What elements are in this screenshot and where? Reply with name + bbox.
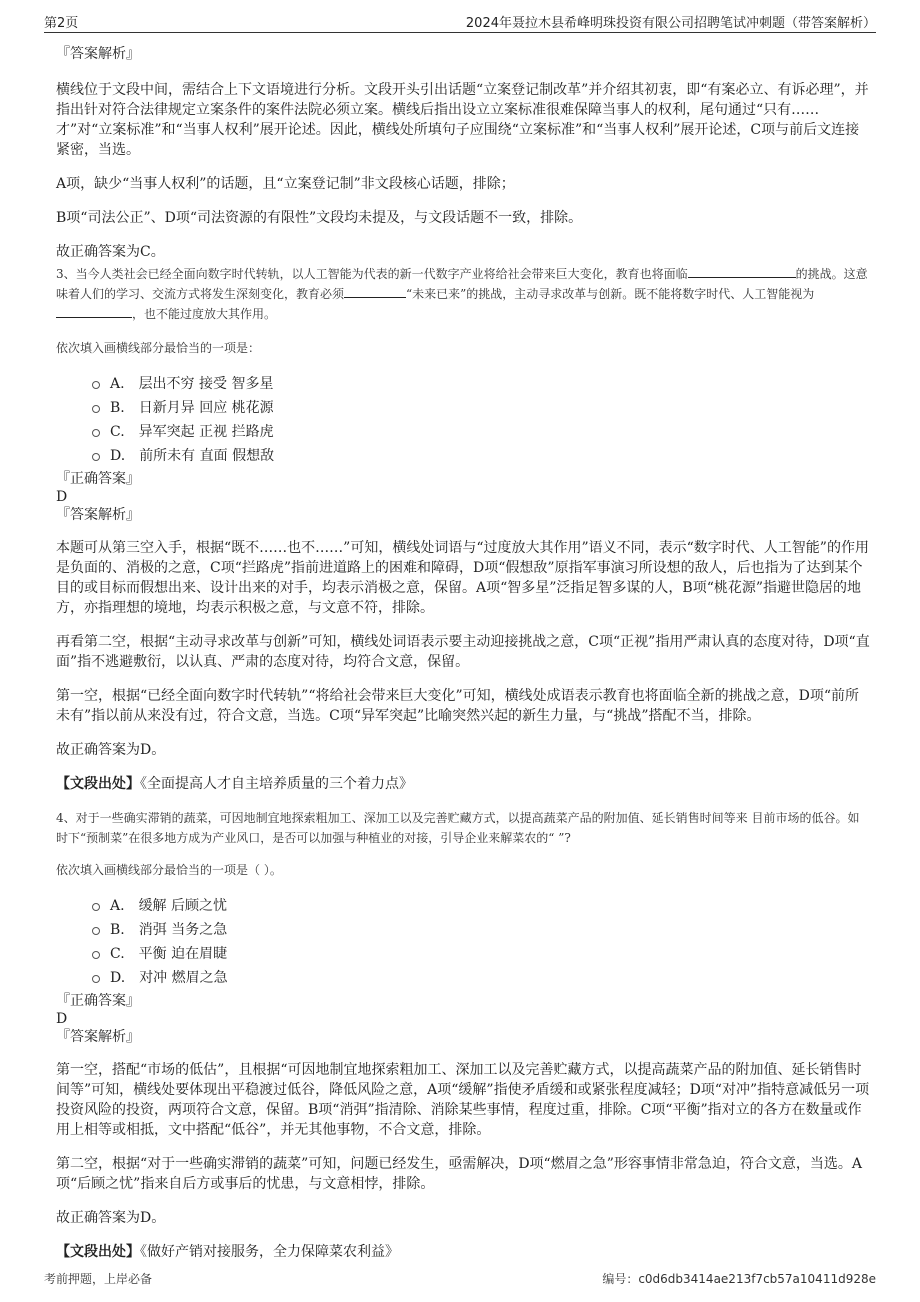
q3-blank-1 bbox=[688, 265, 796, 278]
page-number: 第2页 bbox=[44, 16, 79, 31]
option-letter: B. bbox=[110, 400, 125, 416]
radio-icon[interactable] bbox=[92, 453, 100, 461]
q4-analysis-p1: 第一空，搭配“市场的低估”，且根据“可因地制宜地探索粗加工、深加工以及完善贮藏方式，以提高蔬菜产品的附加值、延长销售时间等”可知，横线处要体现出平稳渡过低谷，降低风险之意，A项“缓解”指使矛盾缓和或紧张程度减轻；D项“对冲”指特意减低另一项投资风险的投资，两项符合文意，保留。B项“消弭”指清除、消除某些事情，程度过重，排除。C项“平衡”指对立的各方在数量或作用上相等或相抵，文中搭配“低谷”，并无其他事物，不合文意，排除。 bbox=[56, 1062, 870, 1138]
option-letter: A. bbox=[110, 898, 125, 914]
option-text: 缓解 后顾之忧 bbox=[138, 898, 228, 914]
source-label: 【文段出处】 bbox=[56, 776, 140, 792]
option-letter: C. bbox=[110, 946, 125, 962]
q3-analysis-label: 『答案解析』 bbox=[56, 507, 140, 523]
q4-analysis-label: 『答案解析』 bbox=[56, 1029, 140, 1045]
q4-conclusion: 故正确答案为D。 bbox=[56, 1210, 166, 1226]
q3-analysis-p1: 本题可从第三空入手，根据“既不……也不……”可知，横线处词语与“过度放大其作用”语义不同，表示“数字时代、人工智能”的作用是负面的、消极的之意，C项“拦路虎”指前进道路上的困难和障碍，D项“假想敌”原指军事演习所设想的敌人，后也指为了达到某个目的或目标而假想出来、设计出来的对手，均表示消极之意，保留。A项“智多星”泛指足智多谋的人，B项“桃花源”指避世隐居的地方，亦指理想的境地，均表示积极之意，与文意不符，排除。 bbox=[56, 540, 869, 616]
q2-analysis-p1: 横线位于文段中间，需结合上下文语境进行分析。文段开头引出话题“立案登记制改革”并介绍其初衷，即“有案必立、有诉必理”，并指出针对符合法律规定立案条件的案件法院必须立案。横线后指出设立立案标准很难保障当事人的权利，尾句通过“只有……才”对“立案标准”和“当事人权利”展开论述。因此，横线处所填句子应围绕“立案标准”和“当事人权利”展开论述，C项与前后文连接紧密，当选。 bbox=[56, 82, 869, 158]
q3-blank-3 bbox=[56, 305, 132, 318]
q3-option-c[interactable] bbox=[92, 420, 871, 444]
q4-analysis-p2: 第二空，根据“对于一些确实滞销的蔬菜”可知，问题已经发生，亟需解决，D项“燃眉之急”形容事情非常急迫，符合文意，当选。A项“后顾之忧”指来自后方或事后的忧患，与文意相悖，排除。 bbox=[56, 1156, 862, 1192]
q4-option-c[interactable] bbox=[92, 942, 871, 966]
option-text: 日新月异 回应 桃花源 bbox=[138, 400, 274, 416]
q3-analysis-p3: 第一空，根据“已经全面向数字时代转轨”“将给社会带来巨大变化”可知，横线处成语表示教育也将面临全新的挑战之意，D项“前所未有”指以前从来没有过，符合文意，当选。C项“异军突起”比喻突然兴起的新生力量，与“挑战”搭配不当，排除。 bbox=[56, 688, 860, 724]
document-title: 2024年聂拉木县希峰明珠投资有限公司招聘笔试冲刺题（带答案解析） bbox=[465, 16, 876, 31]
q2-conclusion: 故正确答案为C。 bbox=[56, 244, 165, 260]
q4-options bbox=[56, 894, 871, 990]
option-text: 异军突起 正视 拦路虎 bbox=[138, 424, 274, 440]
q4-option-d[interactable] bbox=[92, 966, 871, 990]
radio-icon[interactable] bbox=[92, 429, 100, 437]
q3-analysis-p2: 再看第二空，根据“主动寻求改革与创新”可知，横线处词语表示要主动迎接挑战之意，C项“正视”指用严肃认真的态度对待，D项“直面”指不逃避敷衍，以认真、严肃的态度对待，均符合文意，保留。 bbox=[56, 634, 870, 670]
option-letter: D. bbox=[110, 448, 126, 464]
radio-icon[interactable] bbox=[92, 381, 100, 389]
q3-correct-answer: D bbox=[56, 489, 68, 505]
q3-source bbox=[56, 774, 871, 794]
source-text: 《全面提高人才自主培养质量的三个着力点》 bbox=[140, 776, 413, 792]
option-text: 层出不穷 接受 智多星 bbox=[138, 376, 274, 392]
q3-blank-2 bbox=[344, 285, 406, 298]
q3-option-b[interactable] bbox=[92, 396, 871, 420]
page-content bbox=[56, 44, 871, 1262]
q4-correct-answer: D bbox=[56, 1011, 68, 1027]
option-text: 前所未有 直面 假想敌 bbox=[139, 448, 275, 464]
q3-conclusion: 故正确答案为D。 bbox=[56, 742, 166, 758]
q4-correct-label: 『正确答案』 bbox=[56, 993, 140, 1009]
q3-stem bbox=[56, 264, 871, 324]
q4-stem: 4、对于一些确实滞销的蔬菜，可因地制宜地探索粗加工、深加工以及完善贮藏方式，以提高蔬菜产品的附加值、延长销售时间等来 目前市场的低谷。如时下“预制菜”在很多地方成为产业风口，是否可以加强与种植业的对接，引导企业来解菜农的“ ”? bbox=[56, 811, 860, 845]
q4-option-b[interactable] bbox=[92, 918, 871, 942]
option-letter: D. bbox=[110, 970, 126, 986]
page-footer bbox=[44, 1270, 876, 1290]
q4-instruction: 依次填入画横线部分最恰当的一项是（ ）。 bbox=[56, 863, 282, 877]
footer-slogan: 考前押题，上岸必备 bbox=[44, 1272, 153, 1286]
q3-instruction: 依次填入画横线部分最恰当的一项是： bbox=[56, 341, 261, 355]
source-label: 【文段出处】 bbox=[56, 1244, 140, 1260]
q3-option-d[interactable] bbox=[92, 444, 871, 468]
option-letter: B. bbox=[110, 922, 125, 938]
option-text: 平衡 迫在眉睫 bbox=[138, 946, 228, 962]
page-header bbox=[44, 12, 876, 33]
q2-analysis-p3: B项“司法公正”、D项“司法资源的有限性”文段均未提及，与文段话题不一致，排除。 bbox=[56, 210, 583, 226]
q3-stem-part-2: 的挑战。这意味着人们的学习、交流方式将发生深刻变化，教育必须 bbox=[56, 267, 868, 301]
option-letter: A. bbox=[110, 376, 125, 392]
q3-correct-label: 『正确答案』 bbox=[56, 471, 140, 487]
radio-icon[interactable] bbox=[92, 405, 100, 413]
option-text: 对冲 燃眉之急 bbox=[139, 970, 228, 986]
radio-icon[interactable] bbox=[92, 951, 100, 959]
radio-icon[interactable] bbox=[92, 975, 100, 983]
q3-stem-part-3: “未来已来”的挑战，主动寻求改革与创新。既不能将数字时代、人工智能视为 bbox=[406, 287, 815, 301]
q2-analysis-p2: A项，缺少“当事人权利”的话题，且“立案登记制”非文段核心话题，排除； bbox=[56, 176, 515, 192]
q4-source bbox=[56, 1242, 871, 1262]
source-text: 《做好产销对接服务，全力保障菜农利益》 bbox=[140, 1244, 399, 1260]
q3-stem-part-4: ，也不能过度放大其作用。 bbox=[132, 307, 277, 321]
option-letter: C. bbox=[110, 424, 125, 440]
q2-analysis-label: 『答案解析』 bbox=[56, 46, 140, 62]
document-id: 编号：c0d6db3414ae213f7cb57a10411d928e bbox=[602, 1272, 876, 1286]
q3-options bbox=[56, 372, 871, 468]
radio-icon[interactable] bbox=[92, 903, 100, 911]
q3-stem-part-1: 3、当今人类社会已经全面向数字时代转轨，以人工智能为代表的新一代数字产业将给社会带来巨大变化，教育也将面临 bbox=[56, 267, 688, 281]
q3-option-a[interactable] bbox=[92, 372, 871, 396]
radio-icon[interactable] bbox=[92, 927, 100, 935]
q4-option-a[interactable] bbox=[92, 894, 871, 918]
option-text: 消弭 当务之急 bbox=[138, 922, 228, 938]
